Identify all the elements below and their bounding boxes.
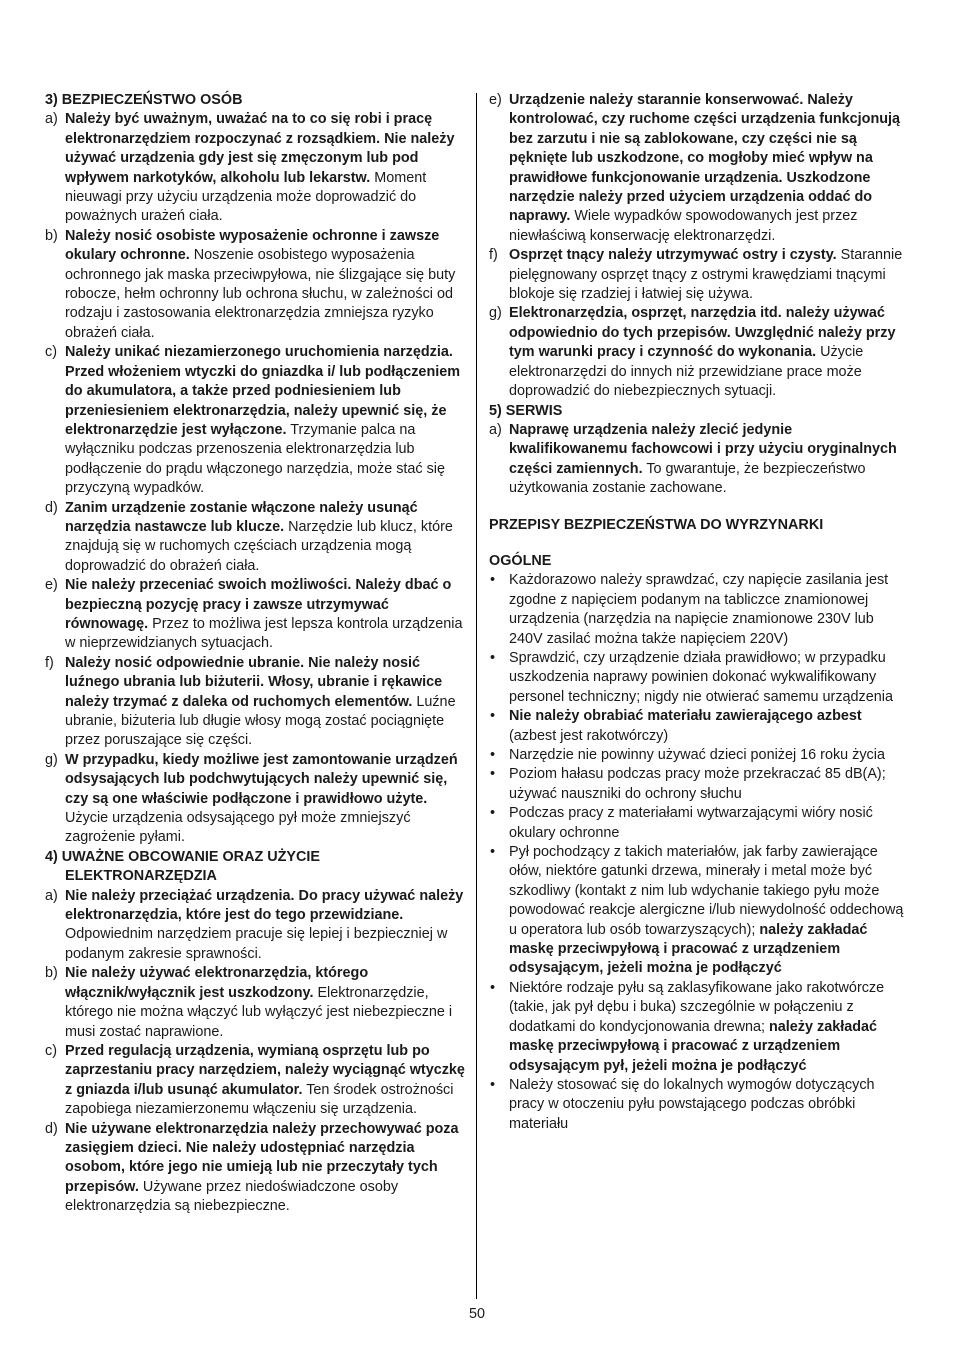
list-item — [45, 1120, 469, 1217]
item-text: Elektronarzędzie, którego nie można włączyć lub wyłączyć jest niebezpieczne i musi zostać naprawione. — [65, 984, 453, 1040]
section-4-heading-line1: 4) UWAŻNE OBCOWANIE ORAZ UŻYCIE — [45, 848, 321, 865]
item-label: g) — [489, 305, 502, 322]
section-4-continued-list — [489, 91, 909, 402]
bullet-bold-text: należy zakładać maskę przeciwpyłową i pracować z urządzeniem odsysającym, jeżeli można je podłączyć — [509, 921, 868, 977]
list-item — [45, 887, 469, 965]
bullet-item — [489, 843, 909, 979]
bullet-text: Poziom hałasu podczas pracy może przekraczać 85 dB(A); używać nauszniki do ochrony słuchu — [509, 766, 886, 802]
list-item — [45, 343, 469, 498]
item-bold-text: Należy unikać niezamierzonego uruchomienia narzędzia. Przed włożeniem wtyczki do gniazdka i/ lub podłączeniem do akumulatora, a także przed podniesieniem lub przeniesieniem elektronarzędzia, należy upewnić się, że elektronarzędzie jest wyłączone. — [65, 344, 461, 438]
item-bold-text: Elektronarzędzia, osprzęt, narzędzia itd. należy używać odpowiednio do tych przepisów. Uwzględnić należy przy tym warunki pracy i czynność do wykonania. — [509, 305, 896, 361]
item-text: Trzymanie palca na wyłączniku podczas przenoszenia elektronarzędzia lub podłączenie do prądu włączonego narzędzia, może stać się przyczyną wypadków. — [65, 421, 445, 497]
item-label: a) — [45, 887, 58, 904]
item-bold-text: Nie używane elektronarzędzia należy przechowywać poza zasięgiem dzieci. Nie należy udostępniać narzędzia osobom, które jego nie umieją lub nie przeczytały tych przepisów. — [65, 1120, 459, 1195]
item-label: d) — [45, 499, 58, 516]
item-label: f) — [489, 247, 498, 264]
left-column — [45, 91, 469, 1217]
bullet-text: (azbest jest rakotwórczy) — [509, 727, 669, 744]
safety-rules-heading: PRZEPISY BEZPIECZEŃSTWA DO WYRZYNARKI — [489, 516, 824, 533]
item-label: c) — [45, 1042, 57, 1059]
item-bold-text: Osprzęt tnący należy utrzymywać ostry i czysty. — [509, 247, 837, 264]
bullet-icon: • — [490, 747, 496, 763]
item-text: Narzędzie lub klucz, które znajdują się w ruchomych częściach urządzenia mogą doprowadzić do obrażeń ciała. — [65, 518, 453, 574]
item-bold-text: Nie należy przeceniać swoich możliwości. Należy dbać o bezpieczną pozycję pracy i zawsze utrzymywać równowagę. — [65, 577, 452, 632]
item-bold-text: Urządzenie należy starannie konserwować. Należy kontrolować, czy ruchome części urządzenia funkcjonują bez zarzutu i nie są zablokowane, czy części nie są pęknięte lub uszkodzone, co mogłoby mieć wpływ na prawidłowe funkcjonowanie urządzenia. Uszkodzone narzędzie należy przed użyciem urządzenia oddać do naprawy. — [509, 92, 901, 225]
bullet-item — [489, 804, 909, 843]
column-divider — [476, 93, 477, 1299]
list-item — [45, 654, 469, 751]
right-column — [489, 91, 909, 1134]
bullet-item — [489, 979, 909, 1076]
bullet-item — [489, 707, 909, 746]
item-text: Moment nieuwagi przy użyciu urządzenia może doprowadzić do poważnych urażeń ciała. — [65, 169, 427, 225]
list-item — [489, 421, 909, 499]
bullet-icon: • — [490, 708, 496, 725]
item-text: Starannie pielęgnowany osprzęt tnący z ostrymi krawędziami tnącymi blokoje się rzadziej i łatwiej się używa. — [509, 247, 903, 303]
bullet-text: Należy stosować się do lokalnych wymogów dotyczących pracy w otoczeniu pyłu powstającego podczas obróbki materiału — [509, 1076, 875, 1132]
item-bold-text: W przypadku, kiedy możliwe jest zamontowanie urządzeń odsysających lub podchwytujących należy upewnić się, czy są one właściwie podłączone i prawidłowo użyte. — [65, 751, 458, 807]
bullet-icon: • — [490, 979, 496, 996]
bullet-item — [489, 765, 909, 804]
bullet-icon: • — [490, 649, 496, 666]
item-bold-text: Należy nosić osobiste wyposażenie ochronne i zawsze okulary ochronne. — [65, 227, 440, 264]
item-label: a) — [45, 111, 58, 128]
bullet-icon: • — [490, 805, 496, 822]
item-label: b) — [45, 227, 58, 244]
item-bold-text: Przed regulacją urządzenia, wymianą osprzętu lub po zaprzestaniu pracy narzędziem, należy wyciągnąć wtyczkę z gniazda i/lub usunąć akumulator. — [65, 1042, 465, 1098]
bullet-text: Niektóre rodzaje pyłu są zaklasyfikowane jako rakotwórcze (takie, jak pył dębu i buka) szczególnie w połączeniu z dodatkami do kondycjonowania drewna; — [509, 979, 885, 1035]
list-item — [45, 576, 469, 654]
section-4-heading-line2: ELEKTRONARZĘDZIA — [65, 868, 217, 885]
bullet-item — [489, 571, 909, 649]
item-label: b) — [45, 965, 58, 982]
list-item — [45, 1042, 469, 1120]
section-3-heading: 3) BEZPIECZEŃSTWO OSÓB — [45, 92, 243, 108]
bullet-bold-text: Nie należy obrabiać materiału zawierającego azbest — [509, 708, 862, 725]
bullet-item — [489, 1076, 909, 1134]
item-text: To gwarantuje, że bezpieczeństwo użytkowania zostanie zachowane. — [509, 460, 866, 497]
bullet-icon: • — [490, 766, 496, 783]
section-5-list — [489, 421, 909, 499]
item-bold-text: Należy być uważnym, uważać na to co się robi i pracę elektronarzędziem rozpoczynać z rozsądkiem. Nie należy używać urządzenia gdy jest się zmęczonym lub pod wpływem narkotyków, alkoholu lub lekarstw. — [65, 111, 455, 186]
list-item — [489, 304, 909, 401]
section-4-list — [45, 887, 469, 1217]
item-label: g) — [45, 751, 58, 768]
bullet-bold-text: należy zakładać maskę przeciwpyłową i pracować z urządzeniem odsysającym pył, jeżeli można je podłączyć — [509, 1018, 877, 1074]
section-3-list — [45, 110, 469, 847]
item-text: Użycie urządzenia odsysającego pył może zmniejszyć zagrożenie pyłami. — [65, 810, 411, 846]
bullet-icon: • — [490, 844, 496, 861]
item-label: e) — [45, 577, 58, 594]
list-item — [45, 110, 469, 226]
general-heading: OGÓLNE — [489, 552, 552, 569]
list-item — [489, 246, 909, 304]
item-label: f) — [45, 654, 54, 671]
item-bold-text: Należy nosić odpowiednie ubranie. Nie należy nosić luźnego ubrania lub biżuterii. Włosy, ubranie i rękawice należy trzymać z daleka od ruchomych elementów. — [65, 654, 443, 710]
bullet-text: Narzędzie nie powinny używać dzieci poniżej 16 roku życia — [509, 747, 885, 763]
item-label: a) — [489, 421, 502, 438]
item-text: Luźne ubranie, biżuteria lub długie włosy mogą zostać pociągnięte przez poruszające się części. — [65, 693, 456, 749]
bullet-text: Każdorazowo należy sprawdzać, czy napięcie zasilania jest zgodne z napięciem podanym na tabliczce znamionowej urządzenia (narzędzia na napięcie znamionowe 230V lub 240V zasilać można także napięciem 220V) — [509, 572, 889, 647]
item-bold-text: Zanim urządzenie zostanie włączone należy usunąć narzędzia nastawcze lub klucze. — [65, 499, 418, 535]
item-text: Noszenie osobistego wyposażenia ochronnego jak maska przeciwpyłowa, nie ślizgające się buty robocze, hełm ochronny lub ochrona słuchu, w zależności od rodzaju i zastosowania elektronarzędzia zmniejsza ryzyko obrażeń ciała. — [65, 247, 456, 341]
item-bold-text: Nie należy używać elektronarzędzia, którego włącznik/wyłącznik jest uszkodzony. — [65, 965, 369, 1001]
item-label: d) — [45, 1120, 58, 1137]
general-bullet-list — [489, 571, 909, 1134]
page-number: 50 — [468, 1306, 485, 1322]
bullet-text: Pył pochodzący z takich materiałów, jak farby zawierające ołów, niektóre gatunki drzewa, minerały i metal może być szkodliwy (kontakt z nim lub wdychanie takiego pyłu może powodować reakcje alergiczne i/lub niewydolność oddechową u operatora lub osób towarzyszących); — [509, 844, 904, 938]
bullet-icon: • — [490, 1076, 496, 1093]
item-label: e) — [489, 92, 502, 108]
item-text: Przez to możliwa jest lepsza kontrola urządzenia w nieprzewidzianych sytuacjach. — [65, 615, 463, 652]
bullet-item — [489, 746, 909, 765]
list-item — [45, 499, 469, 577]
item-label: c) — [45, 344, 57, 361]
section-4-heading — [45, 848, 469, 887]
item-text: Użycie elektronarzędzi do innych niż przewidziane prace może doprowadzić do niebezpiecznych sytuacji. — [509, 344, 864, 400]
bullet-text: Podczas pracy z materiałami wytwarzającymi wióry nosić okulary ochronne — [509, 805, 873, 841]
item-text: Odpowiednim narzędziem pracuje się lepiej i bezpieczniej w podanym zakresie sprawności. — [65, 926, 448, 962]
list-item — [45, 751, 469, 848]
item-text: Używane przez niedoświadczone osoby elektronarzędzia są niebezpieczne. — [65, 1178, 399, 1215]
item-text: Wiele wypadków spowodowanych jest przez niewłaściwą konserwację elektronarzędzi. — [509, 208, 858, 244]
item-text: Ten środek ostrożności zapobiega niezamierzonemu włączeniu się urządzenia. — [65, 1081, 454, 1118]
bullet-item — [489, 649, 909, 707]
bullet-icon: • — [490, 572, 496, 589]
list-item — [489, 91, 909, 246]
list-item — [45, 964, 469, 1042]
section-5-heading: 5) SERWIS — [489, 402, 563, 419]
item-bold-text: Naprawę urządzenia należy zlecić jedynie kwalifikowanemu fachowcowi i przy użyciu oryginalnych części zamiennych. — [509, 421, 897, 477]
list-item — [45, 227, 469, 343]
bullet-text: Sprawdzić, czy urządzenie działa prawidłowo; w przypadku uszkodzenia naprawy powinien dokonać wykwalifikowany personel techniczny; nigdy nie otwierać samemu urządzenia — [509, 649, 893, 705]
item-bold-text: Nie należy przeciążać urządzenia. Do pracy używać należy elektronarzędzia, które jest do tego przewidziane. — [65, 887, 464, 924]
